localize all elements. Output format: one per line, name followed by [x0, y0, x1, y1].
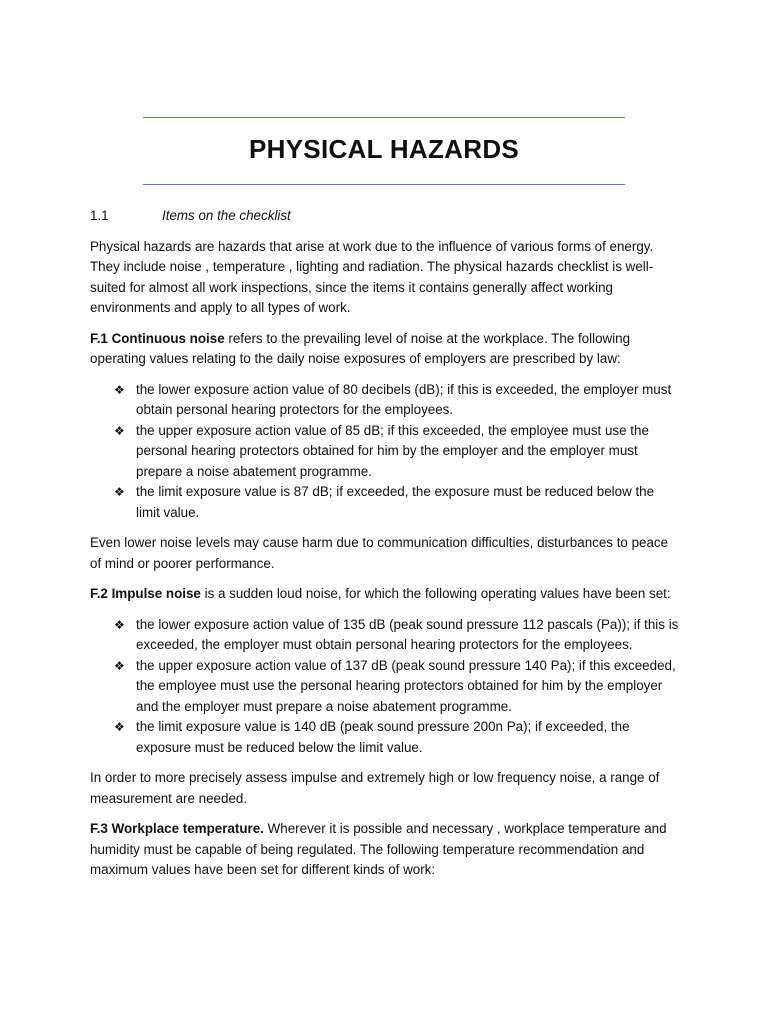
- diamond-bullet-icon: ❖: [114, 485, 125, 499]
- document-body: [90, 206, 680, 891]
- diamond-bullet-icon: ❖: [114, 720, 125, 734]
- list-item-text: the limit exposure value is 140 dB (peak sound pressure 200n Pa); if exceeded, the exposure must be reduced below the limit value.: [136, 719, 630, 755]
- f1-heading: F.1 Continuous noise: [90, 330, 225, 346]
- list-item: [114, 380, 680, 421]
- f2-after-paragraph: In order to more precisely assess impulse and extremely high or low frequency noise, a range of measurement are needed.: [90, 770, 660, 806]
- list-item: [114, 482, 680, 523]
- f1-after-paragraph: Even lower noise levels may cause harm due to communication difficulties, disturbances to peace of mind or poorer performance.: [90, 535, 669, 571]
- f2-heading: F.2 Impulse noise: [90, 586, 201, 601]
- intro-paragraph: Physical hazards are hazards that arise at work due to the influence of various forms of energy. They include noise , temperature , lighting and radiation. The physical hazards checklist is well-suited for almost all work inspections, since the items it contains generally affect working environments and apply to all types of work.: [90, 238, 654, 315]
- page-title: PHYSICAL HAZARDS: [248, 134, 520, 164]
- list-item: [114, 421, 680, 483]
- list-item-text: the lower exposure action value of 80 decibels (dB); if this is exceeded, the employer must obtain personal hearing protectors for the employees.: [136, 381, 672, 417]
- f1-bullet-list: [90, 380, 680, 524]
- section-heading: [90, 206, 680, 227]
- f2-bullet-list: [90, 615, 680, 759]
- list-item: [114, 615, 680, 656]
- list-item-text: the limit exposure value is 87 dB; if exceeded, the exposure must be reduced below the limit value.: [136, 484, 655, 520]
- diamond-bullet-icon: ❖: [114, 617, 125, 632]
- diamond-bullet-icon: ❖: [114, 658, 125, 673]
- section-number: 1.1: [90, 208, 109, 223]
- f3-text: Wherever it is possible and necessary , workplace temperature and humidity must be capable of being regulated. The following temperature recommendation and maximum values have been set for different kinds of work:: [90, 821, 667, 877]
- diamond-bullet-icon: ❖: [114, 382, 125, 397]
- f1-text: refers to the prevailing level of noise at the workplace. The following operating values relating to the daily noise exposures of employers are prescribed by law:: [90, 330, 631, 366]
- f1-paragraph: [90, 329, 680, 370]
- list-item-text: the upper exposure action value of 137 dB (peak sound pressure 140 Pa); if this exceeded, the employee must use the personal hearing protectors obtained for him by the employer and the employer must prepare a noise abatement programme.: [136, 657, 676, 714]
- list-item-text: the upper exposure action value of 85 dB; if this exceeded, the employee must use the personal hearing protectors obtained for him by the employer and the employer must prepare a noise abatement programme.: [136, 422, 649, 479]
- list-item: [114, 656, 680, 718]
- f3-heading: F.3 Workplace temperature.: [90, 821, 264, 836]
- title-top-rule: [143, 117, 625, 118]
- f2-text: is a sudden loud noise, for which the following operating values have been set:: [200, 586, 671, 601]
- f3-paragraph: [90, 819, 680, 881]
- diamond-bullet-icon: ❖: [114, 423, 125, 438]
- section-title: Items on the checklist: [162, 208, 291, 223]
- list-item-text: the lower exposure action value of 135 dB (peak sound pressure 112 pascals (Pa)); if this is exceeded, the employer must obtain personal hearing protectors for the employees.: [136, 616, 679, 652]
- title-bottom-rule: [143, 184, 625, 185]
- list-item: [114, 717, 680, 758]
- f2-paragraph: [90, 584, 680, 605]
